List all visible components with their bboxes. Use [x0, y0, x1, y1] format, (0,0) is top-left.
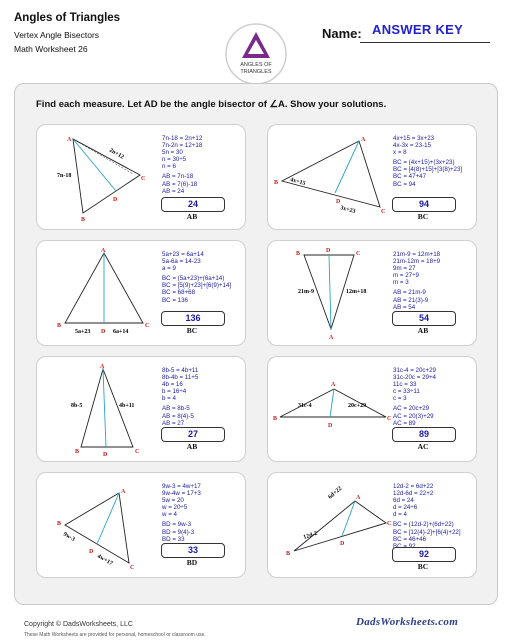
measure-2-label: 20c+29 [348, 403, 367, 409]
triangle-diagram-6 [268, 357, 393, 461]
solution-steps-5: 8b-5 = 4b+11 8b-4b = 11+5 4b = 16 b = 16÷4 b = 4 AB = 8b-5 AB = 8(4)-5 AB = 27 [162, 367, 199, 427]
vertex-d-label: D [101, 329, 106, 335]
segment-label-2: BC [417, 212, 429, 221]
usage-note: These Math Worksheets are provided for personal, homeschool or classroom use. [24, 632, 206, 638]
copyright-text: Copyright © DadsWorksheets, LLC [24, 621, 133, 628]
name-field-line[interactable] [360, 42, 490, 43]
instructions: Find each measure. Let AD be the angle bisector of ∠A. Show your solutions. [36, 99, 387, 110]
solution-steps-2: 4x+15 = 3x+23 4x-3x = 23-15 x = 8 BC = (4x+15)+(3x+23) BC = [4(8)+15]+[3(8)+23] BC = 47+47 BC = 94 [393, 135, 463, 188]
problem-card-6 [267, 356, 477, 462]
worksheet-title: Angles of Triangles [14, 12, 121, 24]
answer-box-6[interactable]: 89 [392, 427, 456, 442]
answer-box-2[interactable]: 94 [392, 197, 456, 212]
answer-key-text: ANSWER KEY [372, 22, 464, 37]
vertex-c-label: C [387, 521, 392, 527]
vertex-a-label: A [67, 137, 72, 143]
vertex-a-label: A [361, 137, 366, 143]
vertex-a-label: A [331, 382, 336, 388]
problem-card-3 [36, 240, 246, 346]
vertex-c-label: C [145, 323, 150, 329]
worksheet-number: Math Worksheet 26 [14, 44, 88, 54]
problem-card-5 [36, 356, 246, 462]
angles-of-triangles-logo [224, 22, 288, 86]
answer-box-1[interactable]: 24 [161, 197, 225, 212]
vertex-d-label: D [326, 248, 331, 254]
solution-steps-3: 5a+23 = 6a+14 5a-6a = 14-23 a = 9 BC = (5a+23)+(6a+14) BC = [5(9)+23]+[6(9)+14] BC = 68+68 BC = 136 [162, 251, 232, 304]
logo-line1: ANGLES OF [240, 62, 272, 68]
solution-steps-4: 21m-9 = 12m+18 21m-12m = 18+9 9m = 27 m = 27÷9 m = 3 AB = 21m-9 AB = 21(3)-9 AB = 54 [393, 251, 441, 311]
triangle-diagram-2 [268, 125, 393, 229]
measure-2-label: 6d+22 [327, 485, 344, 501]
name-label: Name: [322, 26, 362, 41]
segment-label-8: BC [417, 562, 429, 571]
segment-label-7: BD [186, 558, 198, 567]
measure-2-label: 6a+14 [113, 329, 129, 335]
vertex-b-label: B [273, 416, 278, 422]
vertex-c-label: C [381, 209, 386, 215]
worksheet-subtitle: Vertex Angle Bisectors [14, 30, 100, 40]
problem-card-7 [36, 472, 246, 578]
measure-1-label: 12d-2 [302, 530, 319, 541]
problem-card-8 [267, 472, 477, 578]
measure-1-label: 8b-5 [71, 403, 83, 409]
solution-steps-8: 12d-2 = 6d+22 12d-6d = 22+2 6d = 24 d = 24÷6 d = 4 BC = (12d-2)+(6d+22) BC = [12(4)-2]+[6(4)+22] BC = 46+46 [393, 483, 461, 543]
problem-card-1 [36, 124, 246, 230]
answer-box-8[interactable]: 92 [392, 547, 456, 562]
triangle-diagram-7 [37, 473, 162, 577]
logo-line2: TRIANGLES [240, 69, 272, 75]
measure-1-label: 21m-9 [298, 289, 314, 295]
measure-2-label: 4w+17 [96, 553, 114, 568]
measure-1-label: 31c-4 [298, 403, 312, 409]
vertex-a-label: A [100, 364, 105, 370]
vertex-b-label: B [81, 217, 86, 223]
problem-card-4 [267, 240, 477, 346]
vertex-a-label: A [101, 248, 106, 254]
triangle-diagram-1 [37, 125, 162, 229]
measure-2-label: 2n+12 [108, 147, 125, 161]
vertex-c-label: C [387, 416, 392, 422]
solution-steps-6: 31c-4 = 20c+29 31c-20c = 29+4 11c = 33 c = 33÷11 c = 3 AC = 20c+29 AC = 20(3)+29 AC = 89 [393, 367, 437, 427]
segment-label-6: AC [417, 442, 429, 451]
vertex-b-label: B [286, 551, 291, 557]
measure-1-label: 4x+15 [289, 177, 306, 187]
vertex-b-label: B [57, 323, 62, 329]
vertex-c-label: C [141, 176, 146, 182]
triangle-diagram-8 [268, 473, 393, 577]
measure-2-label: 3x+23 [339, 205, 356, 215]
answer-box-5[interactable]: 27 [161, 427, 225, 442]
vertex-c-label: C [135, 449, 140, 455]
vertex-c-label: C [130, 565, 135, 571]
vertex-d-label: D [113, 197, 118, 203]
vertex-d-label: D [336, 199, 341, 205]
vertex-d-label: D [103, 452, 108, 458]
vertex-d-label: D [340, 541, 345, 547]
vertex-b-label: B [75, 449, 80, 455]
solution-steps-7: 9w-3 = 4w+17 9w-4w = 17+3 5w = 20 w = 20÷5 w = 4 BD = 9w-3 BD = 9(4)-3 BD = 33 [162, 483, 201, 543]
triangle-diagram-3 [37, 241, 162, 345]
answer-box-7[interactable]: 33 [161, 543, 225, 558]
triangle-diagram-4 [268, 241, 393, 345]
answer-box-3[interactable]: 136 [161, 311, 225, 326]
triangle-diagram-5 [37, 357, 162, 461]
vertex-b-label: B [274, 180, 279, 186]
vertex-d-label: D [89, 549, 94, 555]
dadsworksheets-logo[interactable]: DadsWorksheets.com [356, 616, 459, 628]
vertex-a-label: A [356, 495, 361, 501]
solution-steps-1: 7n-18 = 2n+12 7n-2n = 12+18 5n = 30 n = 30÷5 n = 6 AB = 7n-18 AB = 7(6)-18 AB = 24 [162, 135, 203, 195]
vertex-c-label: C [356, 251, 361, 257]
measure-1-label: 9w-3 [62, 531, 76, 543]
vertex-b-label: B [296, 251, 301, 257]
vertex-a-label: A [121, 489, 126, 495]
segment-label-5: AB [186, 442, 198, 451]
measure-2-label: 4b+11 [119, 403, 135, 409]
vertex-d-label: D [328, 423, 333, 429]
measure-1-label: 5a+23 [75, 329, 91, 335]
measure-2-label: 12m+18 [346, 289, 367, 295]
segment-label-4: AB [417, 326, 429, 335]
answer-box-4[interactable]: 54 [392, 311, 456, 326]
vertex-a-label: A [329, 335, 334, 341]
measure-1-label: 7n-18 [57, 173, 72, 179]
segment-label-3: BC [186, 326, 198, 335]
vertex-b-label: B [57, 521, 62, 527]
problem-card-2 [267, 124, 477, 230]
segment-label-1: AB [186, 212, 198, 221]
